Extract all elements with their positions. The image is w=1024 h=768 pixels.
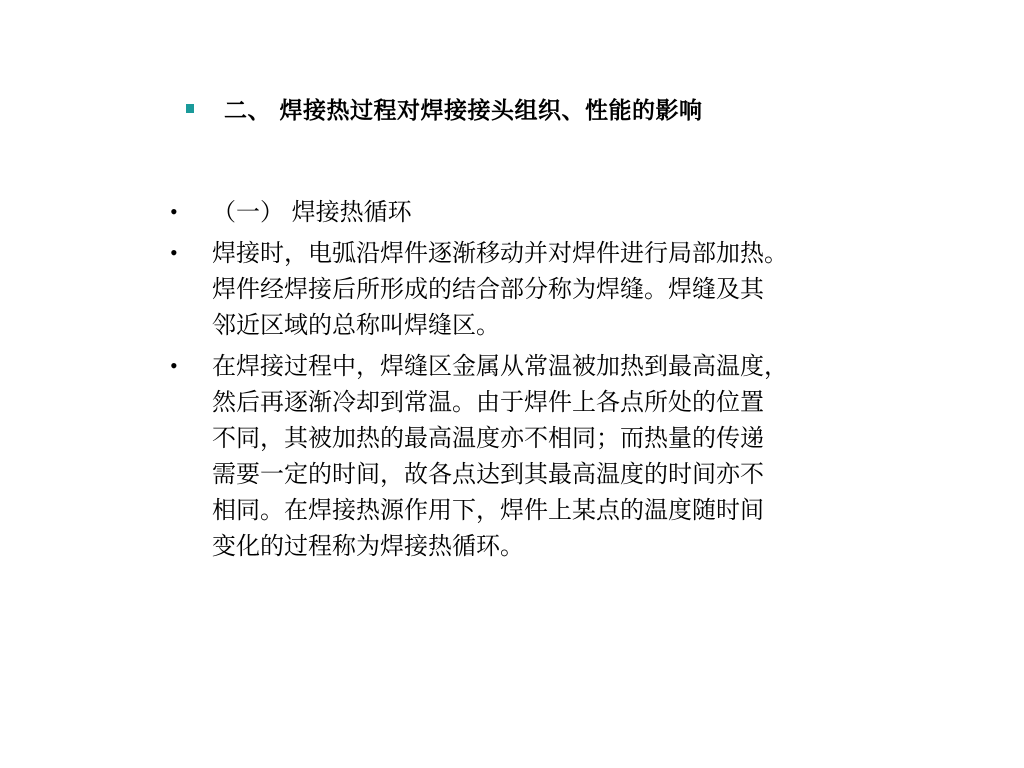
square-bullet-icon — [186, 104, 194, 113]
bullet-list — [170, 194, 870, 569]
bullet-dot-icon: • — [170, 199, 178, 224]
list-item — [170, 194, 870, 230]
bullet-dot-icon: • — [170, 353, 178, 378]
list-item-text: （一） 焊接热循环 — [212, 198, 412, 226]
bullet-dot-icon: • — [170, 240, 178, 265]
list-item — [170, 348, 870, 564]
list-item-text: 在焊接过程中，焊缝区金属从常温被加热到最高温度， 然后再逐渐冷却到常温。由于焊件上各点所处的位置 不同，其被加热的最高温度亦不相同；而热量的传递 需要一定的时间，故各点达到其最高温度的时间亦不 相同。在焊接热源作用下，焊件上某点的温度随时间 变化的过程称为焊接热循环。 — [212, 352, 788, 560]
list-item-text: 焊接时，电弧沿焊件逐渐移动并对焊件进行局部加热。 焊件经焊接后所形成的结合部分称为焊缝。焊缝及其 邻近区域的总称叫焊缝区。 — [212, 239, 788, 339]
slide-heading — [186, 92, 703, 124]
list-item — [170, 235, 870, 343]
heading-title: 二、 焊接热过程对焊接接头组织、性能的影响 — [224, 96, 703, 124]
